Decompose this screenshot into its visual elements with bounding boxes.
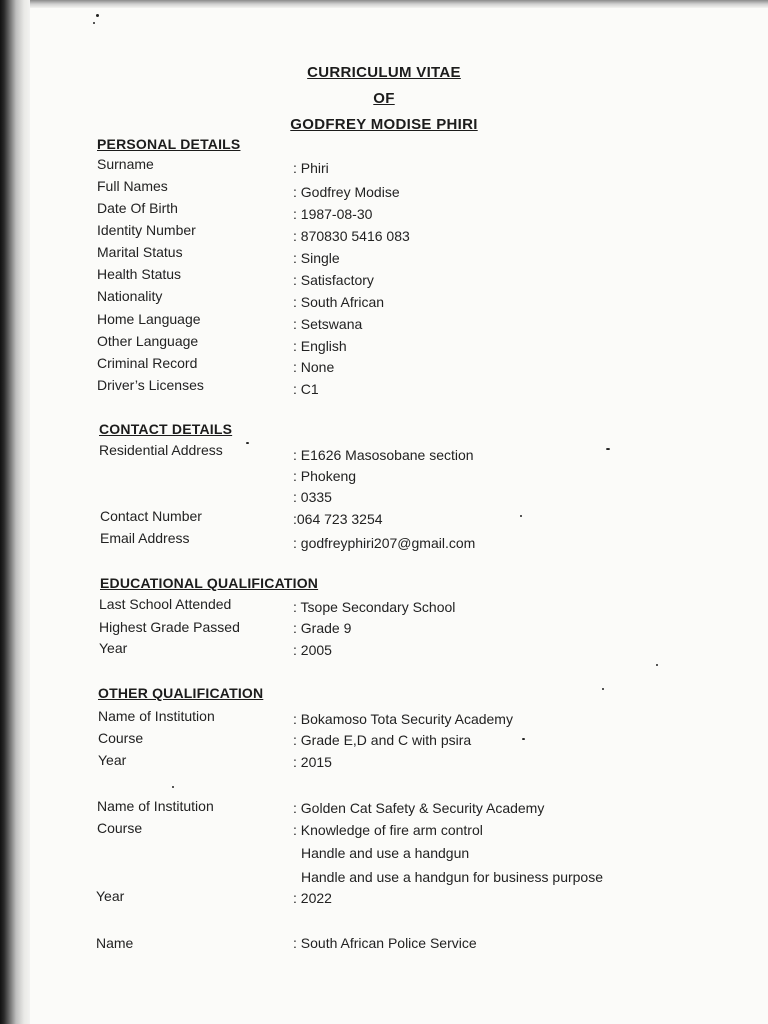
contact-number-value: :064 723 3254 [293,511,383,527]
course2-line2: Handle and use a handgun [301,845,470,861]
surname-label: Surname [97,156,154,172]
scan-speck [93,22,95,24]
cv-title: CURRICULUM VITAE [307,64,461,81]
drivers-licenses-value: : C1 [293,381,319,397]
institution1-value: : Bokamoso Tota Security Academy [293,711,513,727]
year1-value: : 2015 [293,754,332,770]
cv-name-title: GODFREY MODISE PHIRI [290,116,478,133]
course2-line1: : Knowledge of fire arm control [293,822,483,838]
email-value: : godfreyphiri207@gmail.com [293,535,476,551]
id-number-value: : 870830 5416 083 [293,228,410,244]
highest-grade-label: Highest Grade Passed [99,619,240,635]
last-school-label: Last School Attended [99,596,232,612]
institution1-label: Name of Institution [98,708,215,724]
full-names-value: : Godfrey Modise [293,184,400,200]
course1-label: Course [98,730,144,746]
other-language-label: Other Language [97,333,199,349]
scan-top-edge [30,0,768,8]
education-year-value: : 2005 [293,642,332,658]
address-postal-code: : 0335 [293,489,332,505]
other-qualification-heading: OTHER QUALIFICATION [98,685,264,701]
id-number-label: Identity Number [97,222,196,238]
criminal-record-value: : None [293,359,335,375]
name3-value: : South African Police Service [293,935,477,951]
criminal-record-label: Criminal Record [97,355,198,371]
personal-details-heading: PERSONAL DETAILS [97,136,241,152]
institution2-label: Name of Institution [97,798,214,814]
highest-grade-value: : Grade 9 [293,620,352,636]
scan-speck [520,515,522,517]
residential-address-label: Residential Address [99,442,223,458]
marital-status-value: : Single [293,250,340,266]
nationality-label: Nationality [97,288,163,304]
scan-speck [172,786,174,788]
scan-speck [96,14,99,17]
home-language-label: Home Language [97,311,201,327]
scan-speck [246,442,249,444]
scan-speck [606,448,610,450]
course2-line3: Handle and use a handgun for business purpose [301,869,603,885]
marital-status-label: Marital Status [97,244,183,260]
health-status-value: : Satisfactory [293,272,374,288]
other-language-value: : English [293,338,347,354]
address-line2: : Phokeng [293,468,357,484]
educational-qualification-heading: EDUCATIONAL QUALIFICATION [100,575,319,591]
cv-title-of: OF [373,90,395,107]
surname-value: : Phiri [293,160,329,176]
dob-value: : 1987-08-30 [293,206,373,222]
contact-number-label: Contact Number [100,508,202,524]
scan-speck [522,738,525,740]
course2-label: Course [97,820,143,836]
contact-details-heading: CONTACT DETAILS [99,421,233,437]
nationality-value: : South African [293,294,385,310]
dob-label: Date Of Birth [97,200,178,216]
scan-speck [656,664,658,666]
year1-label: Year [98,752,127,768]
full-names-label: Full Names [97,178,168,194]
scan-left-edge [0,0,30,1024]
education-year-label: Year [99,640,128,656]
course1-value: : Grade E,D and C with psira [293,732,472,748]
home-language-value: : Setswana [293,316,363,332]
institution2-value: : Golden Cat Safety & Security Academy [293,800,545,816]
year2-label: Year [96,888,125,904]
name3-label: Name [96,935,134,951]
health-status-label: Health Status [97,266,182,282]
last-school-value: : Tsope Secondary School [293,599,456,615]
address-line1: : E1626 Masosobane section [293,447,474,463]
email-label: Email Address [100,530,190,546]
drivers-licenses-label: Driver’s Licenses [97,377,204,393]
scan-speck [602,688,604,690]
year2-value: : 2022 [293,890,332,906]
